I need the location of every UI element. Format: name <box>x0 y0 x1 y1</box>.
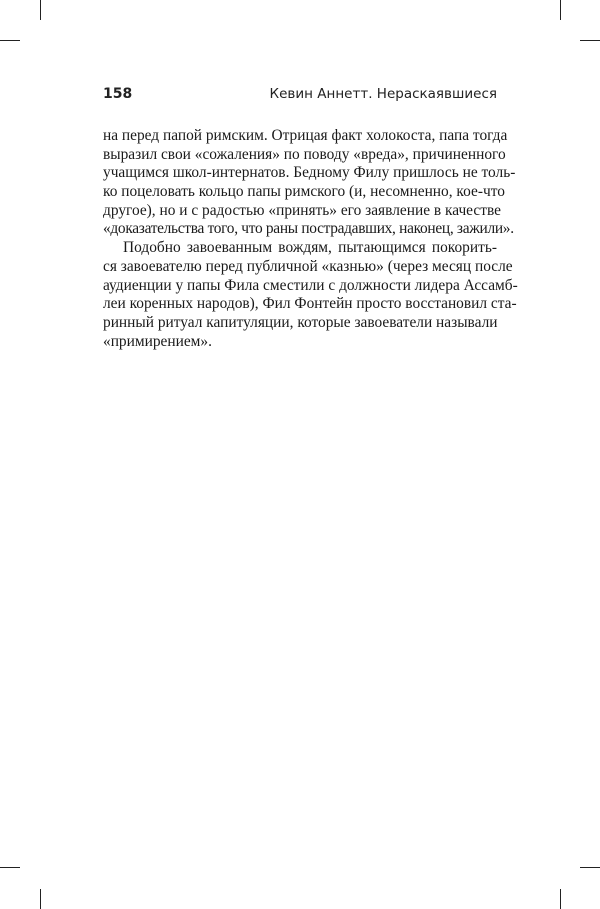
text-line: «примирением». <box>103 332 212 350</box>
page-number: 158 <box>103 86 133 102</box>
body-text <box>103 127 518 351</box>
page-header <box>103 86 497 106</box>
text-line: Подобно завоеванным вождям, пытающимся покорить- <box>123 239 497 257</box>
crop-mark <box>580 867 600 868</box>
text-line: учащимся школ-интернатов. Бедному Филу пришлось не толь- <box>103 164 516 182</box>
text-line: выразил свои «сожаления» по поводу «вреда», причиненного <box>103 145 506 163</box>
text-line: леи коренных народов), Фил Фонтейн просто восстановил ста- <box>103 295 517 313</box>
text-line: «доказательства того, что раны пострадавших, наконец, зажили». <box>103 220 514 238</box>
crop-mark <box>560 889 561 909</box>
text-line: ся завоевателю перед публичной «казнью» (через месяц после <box>103 257 513 275</box>
text-line: аудиенции у папы Фила сместили с должности лидера Ассамб- <box>103 276 518 294</box>
crop-mark <box>580 40 600 41</box>
running-title: Кевин Аннетт. Нераскаявшиеся <box>269 86 497 102</box>
text-line: ко поцеловать кольцо папы римского (и, несомненно, кое-что <box>103 183 505 201</box>
text-line: другое), но и с радостью «принять» его заявление в качестве <box>103 201 501 219</box>
crop-mark <box>40 889 41 909</box>
crop-mark <box>40 0 41 20</box>
crop-mark <box>0 40 20 41</box>
crop-mark <box>560 0 561 20</box>
crop-mark <box>0 867 20 868</box>
text-line: ринный ритуал капитуляции, которые завоеватели называли <box>103 313 498 331</box>
text-line: на перед папой римским. Отрицая факт холокоста, папа тогда <box>103 127 508 144</box>
